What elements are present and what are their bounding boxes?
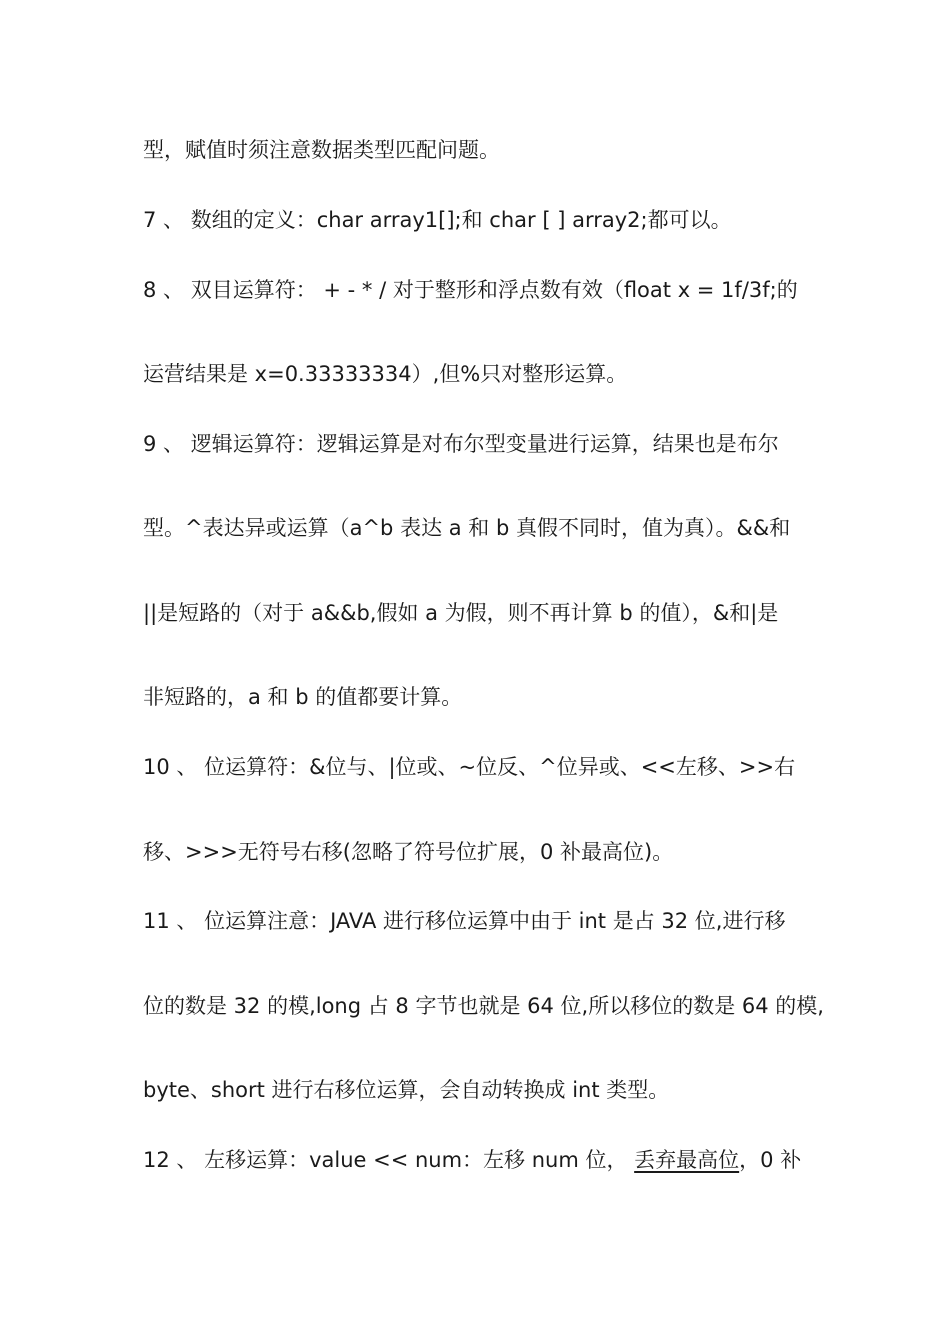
text-line: 7 、 数组的定义：char array1[];和 char [ ] array2;都可以。 <box>143 208 732 232</box>
underlined-text: 丢弃最高位 <box>634 1148 740 1172</box>
text-line: 8 、 双目运算符： + - * / 对于整形和浮点数有效（float x = 1f/3f;的 <box>143 278 798 302</box>
text-line: 9 、 逻辑运算符：逻辑运算是对布尔型变量进行运算，结果也是布尔 <box>143 432 779 456</box>
text-line-last <box>143 1145 823 1175</box>
text-line: ||是短路的（对于 a&&b,假如 a 为假，则不再计算 b 的值），&和|是 <box>143 601 779 625</box>
text-line: 10 、 位运算符：&位与、|位或、~位反、^位异或、<<左移、>>右 <box>143 755 796 779</box>
text-line: 非短路的，a 和 b 的值都要计算。 <box>143 685 463 709</box>
text-line: 移、>>>无符号右移(忽略了符号位扩展，0 补最高位)。 <box>143 840 674 864</box>
text-fragment: 12 、 左移运算：value << num：左移 num 位， <box>143 1148 635 1172</box>
text-line: byte、short 进行右移位运算，会自动转换成 int 类型。 <box>143 1078 670 1102</box>
text-line: 11 、 位运算注意：JAVA 进行移位运算中由于 int 是占 32 位,进行移 <box>143 909 786 933</box>
text-line: 型，赋值时须注意数据类型匹配问题。 <box>143 138 500 162</box>
text-line: 型。^表达异或运算（a^b 表达 a 和 b 真假不同时，值为真）。&&和 <box>143 516 791 540</box>
text-line: 位的数是 32 的模,long 占 8 字节也就是 64 位,所以移位的数是 64 的模, <box>143 994 824 1018</box>
text-line: 运营结果是 x=0.33333334）,但%只对整形运算。 <box>143 362 628 386</box>
text-fragment: ，0 补 <box>739 1148 802 1172</box>
